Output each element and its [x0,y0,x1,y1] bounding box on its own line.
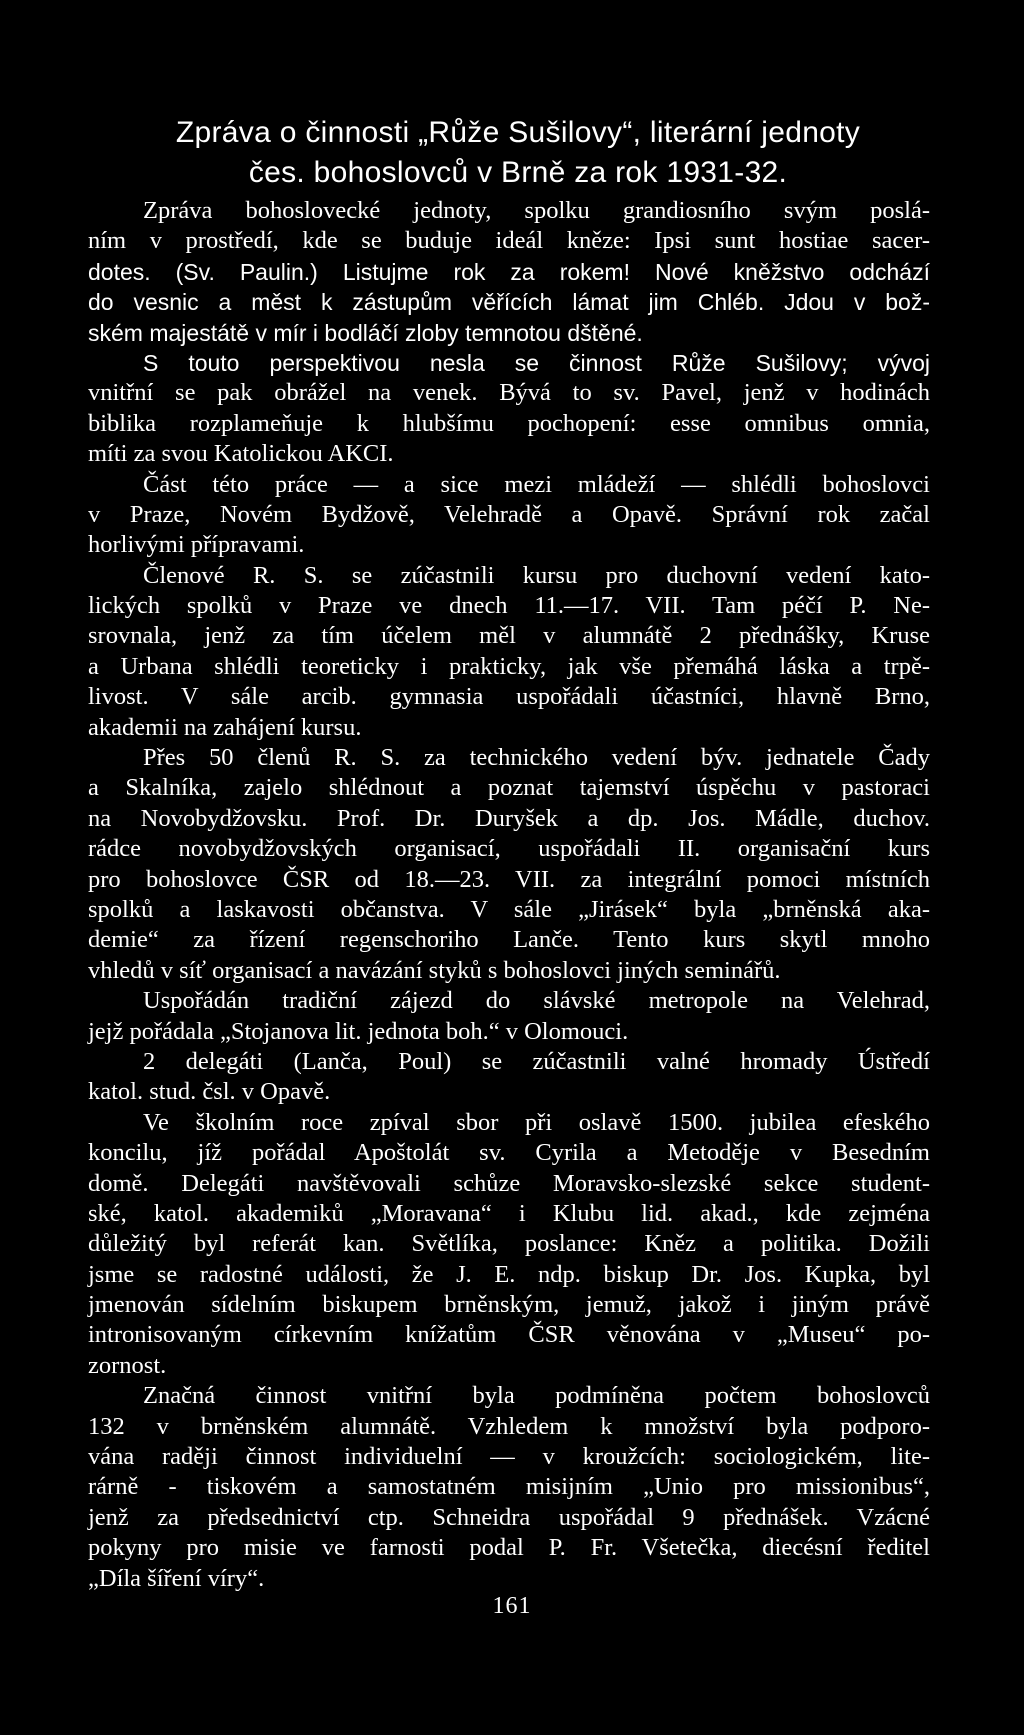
text-line: zornost. [88,1351,167,1379]
page-number: 161 [492,1593,532,1619]
text-line: „Díla šíření víry“. [88,1564,265,1592]
text-line: do vesnic a měst k zástupům věřících lámat jim Chléb. Jdou v bož- [88,289,930,316]
title-line-1: Zpráva o činnosti „Růže Sušilovy“, literární jednoty [175,116,861,149]
text-line: Značná činnost vnitřní byla podmíněna počtem bohoslovců [143,1382,930,1410]
text-line: Část této práce — a sice mezi mládeží — shlédli bohoslovci [143,470,930,498]
report-body [88,196,930,1594]
text-line: spolků a laskavosti občanstva. V sále „Jirásek“ byla „brněnská aka- [88,895,930,923]
text-line: pro bohoslovce ČSR od 18.—23. VII. za integrální pomoci místních [88,865,930,893]
text-line: dotes. (Sv. Paulin.) Listujme rok za rokem! Nové kněžstvo odchází [88,258,930,285]
text-line: jenž za předsednictví ctp. Schneidra uspořádal 9 přednášek. Vzácné [88,1503,930,1531]
text-line: Uspořádán tradiční zájezd do slávské metropole na Velehrad, [143,987,930,1015]
text-line: jsme se radostné události, že J. E. ndp. biskup Dr. Jos. Kupka, byl [88,1260,930,1288]
text-line: demie“ za řízení regenschoriho Lanče. Tento kurs skytl mnoho [88,926,930,954]
text-line: 2 delegáti (Lanča, Poul) se zúčastnili valné hromady Ústředí [143,1047,930,1075]
paragraph [88,348,930,470]
paragraph [88,1108,930,1382]
paragraph [88,743,930,986]
text-line: S touto perspektivou nesla se činnost Růže Sušilovy; vývoj [143,349,930,376]
text-line: Členové R. S. se zúčastnili kursu pro duchovní vedení kato- [143,561,930,589]
text-line: ské, katol. akademiků „Moravana“ i Klubu lid. akad., kde zejména [88,1199,930,1227]
paragraph [88,1381,930,1594]
text-line: koncilu, jíž pořádal Apoštolát sv. Cyrila a Metoděje v Besedním [88,1139,930,1167]
paragraph [88,470,930,561]
paragraph [88,561,930,743]
text-line: intronisovaným církevním knížatům ČSR věnována v „Museu“ po- [88,1321,930,1349]
text-line: livost. V sále arcib. gymnasia uspořádali účastníci, hlavně Brno, [88,683,930,711]
page-title [88,113,948,193]
paragraph [88,1047,930,1108]
text-line: vána raději činnost individuelní — v kroužcích: sociologickém, lite- [88,1443,930,1471]
title-line-2: čes. bohoslovců v Brně za rok 1931-32. [248,156,788,189]
text-line: jmenován sídelním biskupem brněnským, jemuž, jakož i jiným právě [88,1291,930,1319]
text-line: míti za svou Katolickou AKCI. [88,440,394,468]
text-line: biblika rozplameňuje k hlubšímu pochopení: esse omnibus omnia, [88,409,930,437]
text-line: Přes 50 členů R. S. za technického vedení býv. jednatele Čady [143,744,930,772]
text-line: Ve školním roce zpíval sbor při oslavě 1500. jubilea efeského [143,1108,930,1136]
text-line: důležitý byl referát kan. Světlíka, poslance: Kněz a politika. Dožili [88,1230,930,1258]
text-line: rádce novobydžovských organisací, uspořádali II. organisační kurs [88,835,930,863]
text-line: ském majestátě v mír i bodláčí zloby temnotou dštěné. [88,319,643,346]
paragraph [88,196,930,348]
text-line: vnitřní se pak obrážel na venek. Bývá to sv. Pavel, jenž v hodinách [88,379,930,407]
text-line: domě. Delegáti navštěvovali schůze Moravsko-slezské sekce student- [88,1169,930,1197]
text-line: katol. stud. čsl. v Opavě. [88,1078,331,1106]
text-line: a Skalníka, zajelo shlédnout a poznat tajemství úspěchu v pastoraci [88,774,930,802]
text-line: ním v prostředí, kde se buduje ideál kněze: Ipsi sunt hostiae sacer- [88,227,930,255]
text-line: v Praze, Novém Bydžově, Velehradě a Opavě. Správní rok začal [88,500,930,528]
text-line: lických spolků v Praze ve dnech 11.—17. VII. Tam péčí P. Ne- [88,592,930,620]
text-line: Zpráva bohoslovecké jednoty, spolku grandiosního svým poslá- [143,197,930,224]
text-line: rárně - tiskovém a samostatném misijním „Unio pro missionibus“, [88,1473,930,1501]
text-line: vhledů v síť organisací a navázání styků s bohoslovci jiných seminářů. [88,956,781,984]
text-line: 132 v brněnském alumnátě. Vzhledem k množství byla podporo- [88,1412,930,1440]
text-line: na Novobydžovsku. Prof. Dr. Duryšek a dp. Jos. Mádle, duchov. [88,804,930,832]
text-line: a Urbana shlédli teoreticky i prakticky, jak vše přemáhá láska a trpě- [88,652,930,680]
text-line: srovnala, jenž za tím účelem měl v alumnátě 2 přednášky, Kruse [88,622,930,650]
text-line: jejž pořádala „Stojanova lit. jednota boh.“ v Olomouci. [88,1017,629,1045]
text-line: horlivými přípravami. [88,531,305,559]
text-line: akademii na zahájení kursu. [88,713,362,741]
paragraph [88,986,930,1047]
text-line: pokyny pro misie ve farnosti podal P. Fr. Všetečka, diecésní ředitel [88,1534,930,1562]
